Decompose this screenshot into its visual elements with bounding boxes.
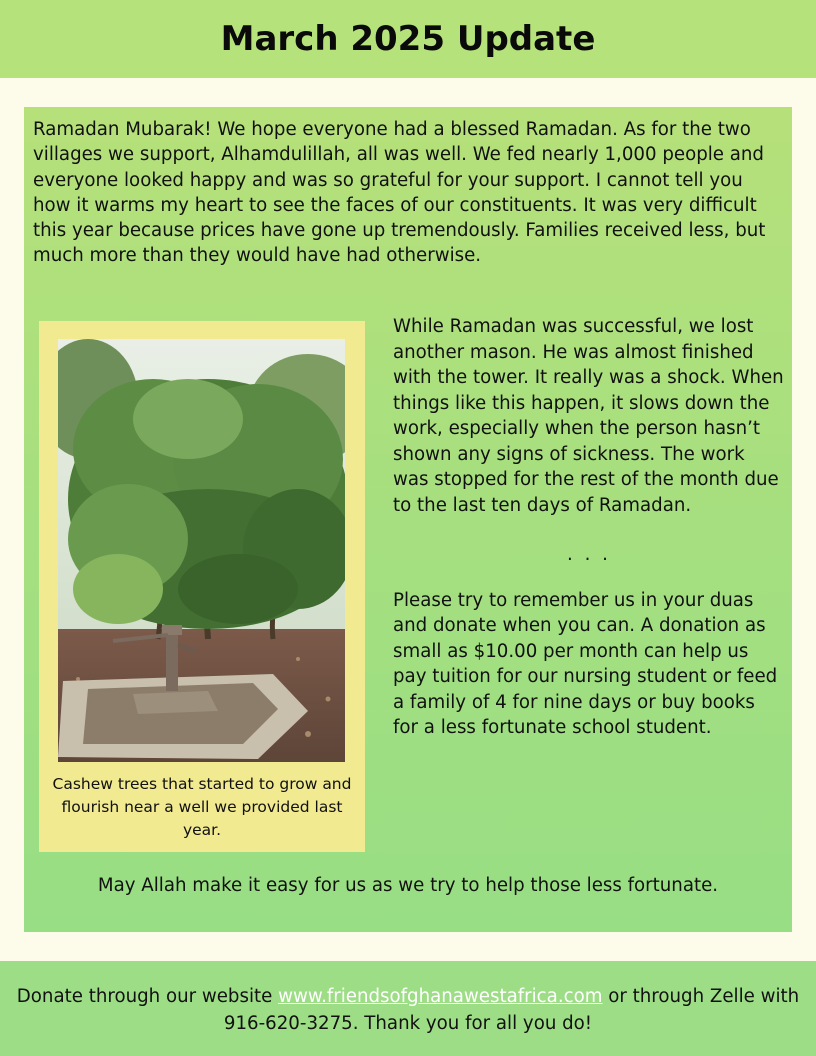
footer-text-before-link: Donate through our website — [16, 986, 279, 1007]
footer-text-after-link: or through Zelle with 916-620-3275. Thank you for all you do! — [223, 986, 800, 1034]
mason-paragraph: While Ramadan was successful, we lost another mason. He was almost finished with the tower. It really was a shock. When things like this happen, it slows down the work, especially when the person hasn’t shown any signs of sickness. The work was stopped for the rest of the month due to the last ten days of Ramadan. — [393, 316, 784, 516]
main-content-panel — [24, 107, 792, 932]
side-column — [393, 314, 785, 741]
photo-frame — [39, 321, 365, 852]
footer-text — [0, 983, 816, 1037]
section-separator: . . . — [567, 544, 611, 565]
donate-paragraph: Please try to remember us in your duas and donate when you can. A donation as small as $10.00 per month can help us pay tuition for our nursing student or feed a family of 4 for nine days or buy books for a less fortunate school student. — [393, 589, 778, 738]
page-title: March 2025 Update — [220, 19, 596, 59]
photo-caption: Cashew trees that started to grow and flourish near a well we provided last year. — [52, 775, 352, 839]
intro-paragraph: Ramadan Mubarak! We hope everyone had a blessed Ramadan. As for the two villages we support, Alhamdulillah, all was well. We fed nearly 1,000 people and everyone looked happy and was so grateful for your support. I cannot tell you how it warms my heart to see the faces of our constituents. It was very difficult this year because prices have gone up tremendously. Families received less, but much more than they would have had otherwise. — [33, 119, 766, 267]
website-link[interactable]: www.friendsofghanawestafrica.com — [278, 986, 603, 1007]
header-banner — [0, 0, 816, 78]
closing-line: May Allah make it easy for us as we try to help those less fortunate. — [97, 875, 719, 896]
cashew-trees-well-photo — [58, 339, 345, 762]
footer-banner — [0, 961, 816, 1056]
